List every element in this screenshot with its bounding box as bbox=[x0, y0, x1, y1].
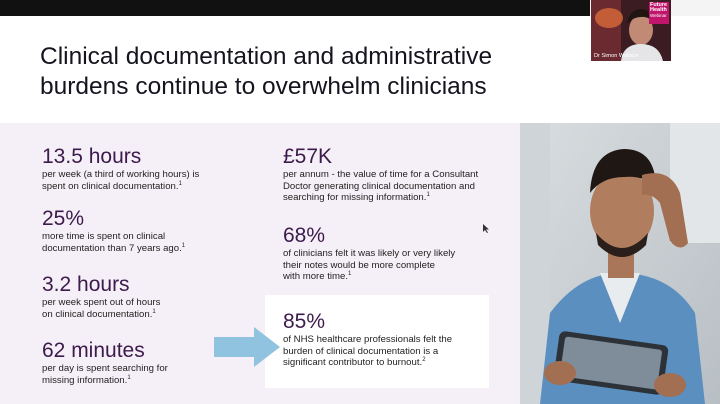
stat-value: 3.2 hours bbox=[42, 273, 130, 296]
stat-description: per day is spent searching for missing information.$^1$ bbox=[42, 363, 168, 386]
participant-video-tile[interactable] bbox=[591, 0, 671, 61]
stat-value: 13.5 hours bbox=[42, 145, 142, 168]
footnote-ref: 1 bbox=[127, 374, 131, 381]
stat-searching-minutes bbox=[42, 339, 168, 386]
stat-more-time bbox=[42, 207, 185, 254]
participant-name: Dr Simon Wallace bbox=[594, 53, 639, 59]
mouse-cursor-icon bbox=[483, 224, 489, 233]
stat-description: more time is spent on clinical documentation than 7 years ago.$^1$ bbox=[42, 231, 186, 254]
stat-value: 25% bbox=[42, 207, 85, 230]
presentation-top-bar bbox=[0, 0, 590, 16]
stat-documentation-hours bbox=[42, 145, 199, 192]
stat-notes-complete bbox=[283, 224, 455, 283]
stat-out-of-hours bbox=[42, 273, 160, 320]
stat-description: per week spent out of hours on clinical documentation.$^1$ bbox=[42, 297, 161, 320]
stat-value: 62 minutes bbox=[42, 339, 145, 362]
slide-title-line-2: burdens continue to overwhelm clinicians bbox=[40, 73, 487, 100]
stat-annual-cost bbox=[283, 145, 478, 204]
clinician-illustration bbox=[520, 123, 720, 404]
footnote-ref: 1 bbox=[348, 271, 352, 278]
stat-description: of NHS healthcare professionals felt the burden of clinical documentation is a significant contributor to burnout.$^2$ bbox=[283, 334, 453, 369]
stat-value: 85% bbox=[283, 310, 326, 333]
footnote-ref: 1 bbox=[181, 242, 186, 249]
clinician-photo bbox=[520, 123, 720, 404]
stat-description: per annum - the value of time for a Consultant Doctor generating clinical documentation and searching for missing information.$^1$ bbox=[283, 169, 479, 204]
footnote-ref: 2 bbox=[422, 357, 426, 364]
footnote-ref: 1 bbox=[152, 308, 156, 315]
stat-description: of clinicians felt it was likely or very likely their notes would be more complete with more time.$^1$ bbox=[283, 248, 456, 283]
footnote-ref: 1 bbox=[178, 180, 182, 187]
arrow-right-icon bbox=[214, 327, 280, 367]
stat-value: 68% bbox=[283, 224, 326, 247]
future-health-logo: Future Health Webinar bbox=[649, 2, 669, 24]
footnote-ref: 1 bbox=[426, 192, 430, 199]
stat-burnout bbox=[283, 310, 452, 369]
slide-title-line-1: Clinical documentation and administrative bbox=[40, 43, 493, 70]
stat-description: per week (a third of working hours) is spent on clinical documentation.$^1$ bbox=[42, 169, 200, 192]
stat-value: £57K bbox=[283, 145, 333, 168]
slide-title bbox=[40, 42, 580, 102]
